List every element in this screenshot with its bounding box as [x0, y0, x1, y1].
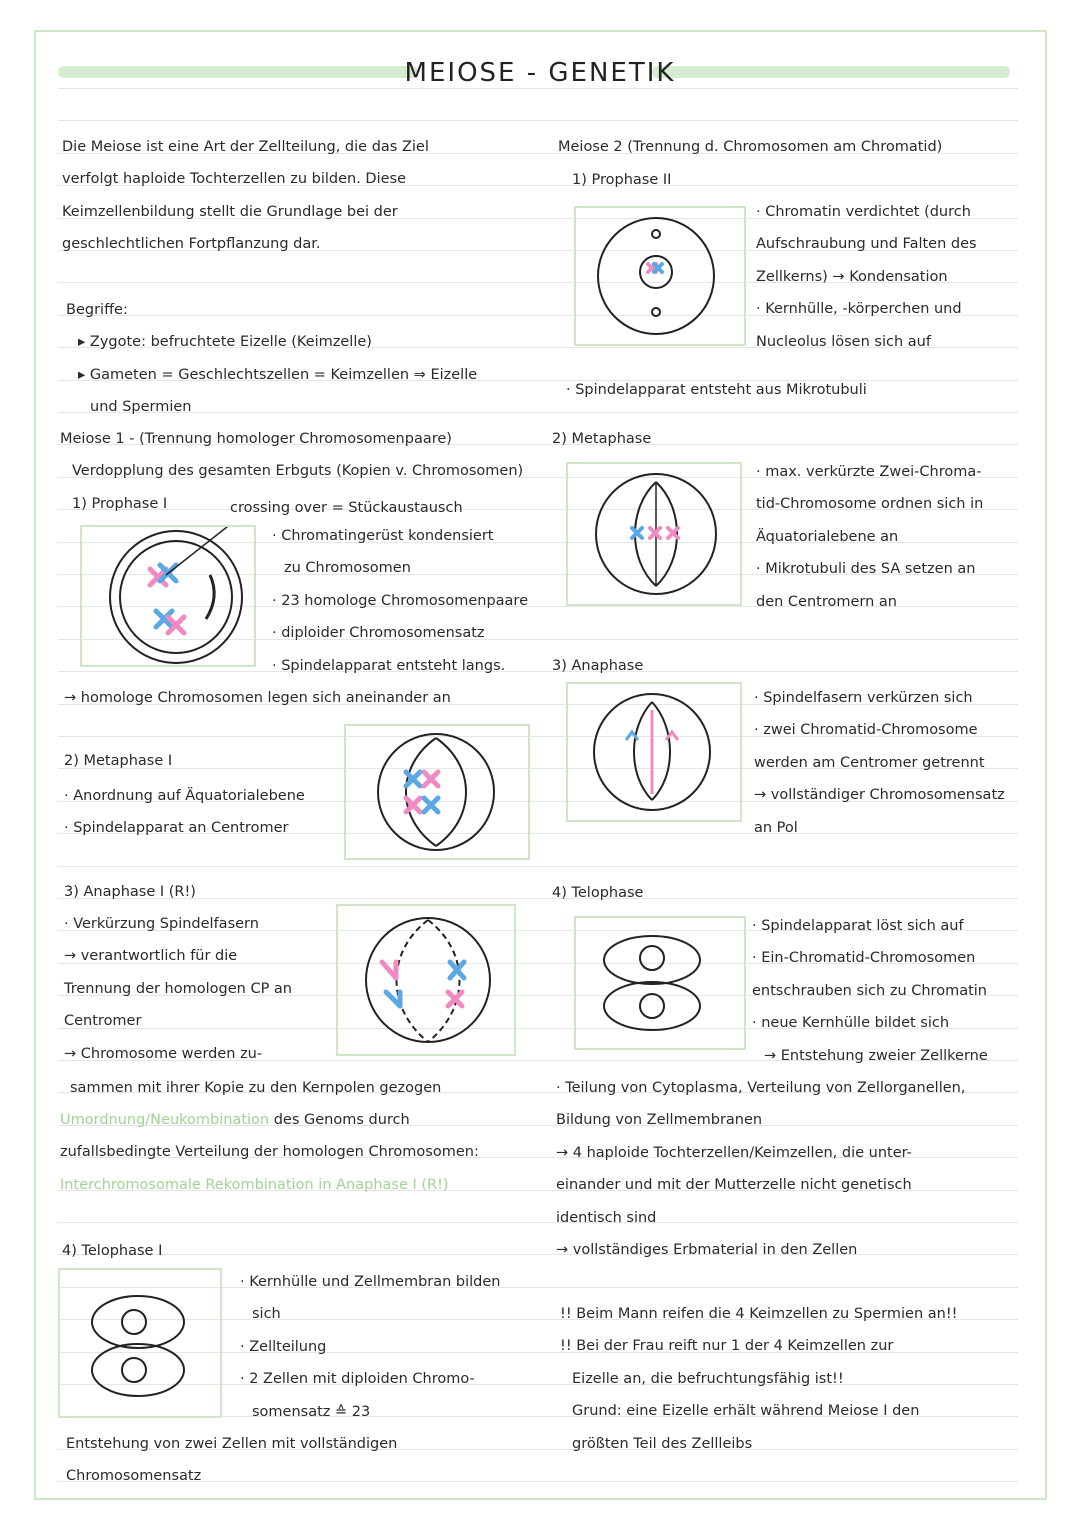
- daughter-cell: [604, 936, 700, 984]
- note-line: Aufschraubung und Falten des: [756, 236, 977, 253]
- ruled-line: [58, 866, 1018, 867]
- prophase1-box: [80, 525, 256, 667]
- result-line: Chromosomensatz: [66, 1468, 202, 1485]
- telophase2-box: [574, 916, 746, 1050]
- spindle-fiber: [436, 738, 466, 846]
- note-line: !! Bei der Frau reift nur 1 der 4 Keimzellen zur: [560, 1338, 894, 1355]
- anaphase1-label: 3) Anaphase I (R!): [64, 884, 196, 900]
- note-line: · Chromatin verdichtet (durch: [756, 204, 971, 220]
- zufall-line: zufallsbedingte Verteilung der homologen Chromosomen:: [60, 1144, 479, 1161]
- note-line: · Spindelapparat an Centromer: [64, 820, 289, 837]
- note-line: · Chromatingerüst kondensiert: [272, 528, 494, 544]
- summary-line: → 4 haploide Tochterzellen/Keimzellen, die unter-: [556, 1144, 912, 1161]
- note-line: entschrauben sich zu Chromatin: [752, 982, 987, 999]
- summary-line: · Teilung von Cytoplasma, Verteilung von Zellorganellen,: [556, 1080, 966, 1096]
- umordnung-line: [60, 1104, 479, 1201]
- ruled-line: [58, 671, 1018, 672]
- prophase2-box: [574, 206, 746, 346]
- anaphase1-notes: [64, 908, 292, 1070]
- note-line: → Chromosome werden zu-: [64, 1045, 263, 1062]
- note-line: an Pol: [754, 819, 798, 836]
- note-line: → verantwortlich für die: [64, 948, 238, 965]
- prophase2-notes: [756, 196, 977, 358]
- chromosomes: [648, 264, 662, 272]
- prophase1-notes: [272, 520, 528, 682]
- spindle-fiber: [406, 738, 436, 846]
- telophase1-label: 4) Telophase I: [62, 1243, 163, 1259]
- anaphase1-diagram: [338, 906, 514, 1054]
- intro-text: [62, 131, 429, 261]
- telophase1-diagram: [60, 1270, 220, 1416]
- prophase1-result: → homologe Chromosomen legen sich aneinander an: [64, 690, 451, 706]
- meiose1-heading: Meiose 1 - (Trennung homologer Chromosomenpaare): [60, 431, 452, 447]
- note-line: · Mikrotubuli des SA setzen an: [756, 561, 976, 578]
- summary-line: Bildung von Zellmembranen: [556, 1112, 763, 1129]
- daughter-cell: [92, 1296, 184, 1348]
- prophase1-label: 1) Prophase I: [72, 496, 168, 512]
- summary-line: identisch sind: [556, 1209, 657, 1226]
- meiose1-sub: Verdopplung des gesamten Erbguts (Kopien v. Chromosomen): [72, 463, 524, 480]
- centriole: [206, 575, 214, 619]
- meiose2-summary: [556, 1072, 965, 1266]
- begriffe-section: [66, 294, 477, 424]
- note-line: Trennung der homologen CP an: [64, 980, 292, 997]
- intro-line: verfolgt haploide Tochterzellen zu bilden. Diese: [62, 171, 407, 188]
- note-line: · 2 Zellen mit diploiden Chromo-: [240, 1371, 475, 1388]
- meiose1-heading-block: [60, 423, 523, 488]
- note-line: Äquatorialebene an: [756, 528, 899, 545]
- intro-line: Die Meiose ist eine Art der Zellteilung, die das Ziel: [62, 139, 429, 155]
- anaphase2-label: 3) Anaphase: [552, 658, 644, 674]
- spindle-fiber: [652, 702, 670, 800]
- page-title: MEIOSE - GENETIK: [404, 58, 676, 88]
- note-line: · neue Kernhülle bildet sich: [752, 1015, 950, 1032]
- note-line: · Spindelfasern verkürzen sich: [754, 690, 973, 706]
- prophase1-diagram: [82, 527, 254, 665]
- anaphase1-cont: sammen mit ihrer Kopie zu den Kernpolen gezogen: [70, 1080, 442, 1096]
- umordnung-rest: des Genoms durch: [269, 1112, 410, 1128]
- telophase2-diagram: [576, 918, 744, 1048]
- metaphase1-label: 2) Metaphase I: [64, 753, 173, 769]
- note-line: Centromer: [64, 1013, 142, 1030]
- telophase1-result: [66, 1428, 397, 1493]
- note-line: → Entstehung zweier Zellkerne: [764, 1047, 988, 1064]
- nucleus: [122, 1310, 146, 1334]
- telophase1-notes: [240, 1266, 501, 1428]
- note-line: · Zellteilung: [240, 1338, 327, 1355]
- metaphase1-diagram: [346, 726, 528, 858]
- note-line: Grund: eine Eizelle erhält während Meiose I den: [572, 1403, 920, 1420]
- chromosome-pair: [150, 565, 184, 633]
- anaphase2-notes: [754, 682, 1005, 844]
- nucleus: [122, 1358, 146, 1382]
- chromosomes: [632, 528, 678, 538]
- note-line: · diploider Chromosomensatz: [272, 625, 485, 642]
- note-line: · Kernhülle und Zellmembran bilden: [240, 1274, 501, 1290]
- spindle-fiber: [397, 920, 429, 1042]
- begriffe-item: ▸ Zygote: befruchtete Eizelle (Keimzelle): [78, 334, 372, 351]
- ruled-line: [58, 88, 1018, 89]
- note-line: · Kernhülle, -körperchen und: [756, 301, 962, 318]
- summary-line: einander und mit der Mutterzelle nicht genetisch: [556, 1177, 912, 1194]
- note-line: · max. verkürzte Zwei-Chroma-: [756, 464, 982, 480]
- note-line: den Centromern an: [756, 593, 897, 610]
- note-line: Zellkerns) → Kondensation: [756, 268, 948, 285]
- result-line: Entstehung von zwei Zellen mit vollständigen: [66, 1436, 398, 1452]
- prophase2-label: 1) Prophase II: [572, 172, 672, 188]
- daughter-cell: [604, 982, 700, 1030]
- metaphase1-box: [344, 724, 530, 860]
- centriole: [652, 308, 660, 316]
- metaphase2-box: [566, 462, 742, 606]
- cell-membrane: [366, 918, 490, 1042]
- separating-chromosomes: [382, 962, 464, 1006]
- begriffe-item: ▸ Gameten = Geschlechtszellen = Keimzellen ⇒ Eizelle: [78, 366, 478, 383]
- meiose2-heading: Meiose 2 (Trennung d. Chromosomen am Chromatid): [558, 139, 943, 155]
- note-line: Eizelle an, die befruchtungsfähig ist!!: [572, 1370, 844, 1387]
- ruled-line: [58, 898, 1018, 899]
- daughter-cell: [92, 1344, 184, 1396]
- nucleus: [640, 994, 664, 1018]
- note-line: · Verkürzung Spindelfasern: [64, 916, 259, 932]
- intro-line: geschlechtlichen Fortpflanzung dar.: [62, 236, 321, 253]
- telophase1-box: [58, 1268, 222, 1418]
- telophase2-label: 4) Telophase: [552, 885, 644, 901]
- anaphase2-diagram: [568, 684, 740, 820]
- note-line: tid-Chromosome ordnen sich in: [756, 496, 984, 513]
- prophase1-callout: crossing over = Stückaustausch: [230, 500, 463, 516]
- interchrom-line: Interchromosomale Rekombination in Anaphase I (R!): [60, 1176, 449, 1193]
- note-line: Nucleolus lösen sich auf: [756, 333, 931, 350]
- nucleus: [640, 946, 664, 970]
- note-line: werden am Centromer getrennt: [754, 754, 985, 771]
- note-line: · zwei Chromatid-Chromosome: [754, 722, 978, 739]
- metaphase2-diagram: [568, 464, 740, 604]
- telophase2-notes: [752, 910, 988, 1072]
- summary-line: → vollständiges Erbmaterial in den Zellen: [556, 1242, 858, 1259]
- note-line: · Anordnung auf Äquatorialebene: [64, 788, 305, 804]
- cell-membrane: [378, 734, 494, 850]
- spindle-fiber: [428, 920, 460, 1042]
- umordnung-green: Umordnung/Neukombination: [60, 1112, 270, 1128]
- prophase2-diagram: [576, 208, 744, 344]
- anaphase1-box: [336, 904, 516, 1056]
- chromosome-pairs: [406, 772, 438, 812]
- note-line: · Spindelapparat löst sich auf: [752, 918, 964, 934]
- cell-membrane: [110, 531, 242, 663]
- prophase2-spindle: · Spindelapparat entsteht aus Mikrotubuli: [566, 382, 867, 398]
- note-line: → vollständiger Chromosomensatz: [754, 787, 1005, 804]
- metaphase2-notes: [756, 456, 983, 618]
- centriole: [652, 230, 660, 238]
- note-line: somensatz ≙ 23: [252, 1403, 371, 1420]
- note-line: sich: [252, 1306, 281, 1323]
- note-line: · Spindelapparat entsteht langs.: [272, 657, 506, 674]
- note-line: · 23 homologe Chromosomenpaare: [272, 592, 528, 609]
- intro-line: Keimzellenbildung stellt die Grundlage bei der: [62, 203, 398, 220]
- anaphase2-box: [566, 682, 742, 822]
- ruled-line: [58, 120, 1018, 121]
- begriffe-item: und Spermien: [90, 399, 192, 416]
- note-line: !! Beim Mann reifen die 4 Keimzellen zu Spermien an!!: [560, 1306, 958, 1322]
- note-line: zu Chromosomen: [284, 560, 411, 577]
- spindle-fiber: [634, 702, 652, 800]
- begriffe-heading: Begriffe:: [66, 302, 128, 318]
- metaphase1-notes: [64, 780, 305, 845]
- note-line: · Ein-Chromatid-Chromosomen: [752, 950, 976, 967]
- note-line: größten Teil des Zellleibs: [572, 1435, 753, 1452]
- metaphase2-label: 2) Metaphase: [552, 431, 652, 447]
- gender-notes: [560, 1298, 957, 1460]
